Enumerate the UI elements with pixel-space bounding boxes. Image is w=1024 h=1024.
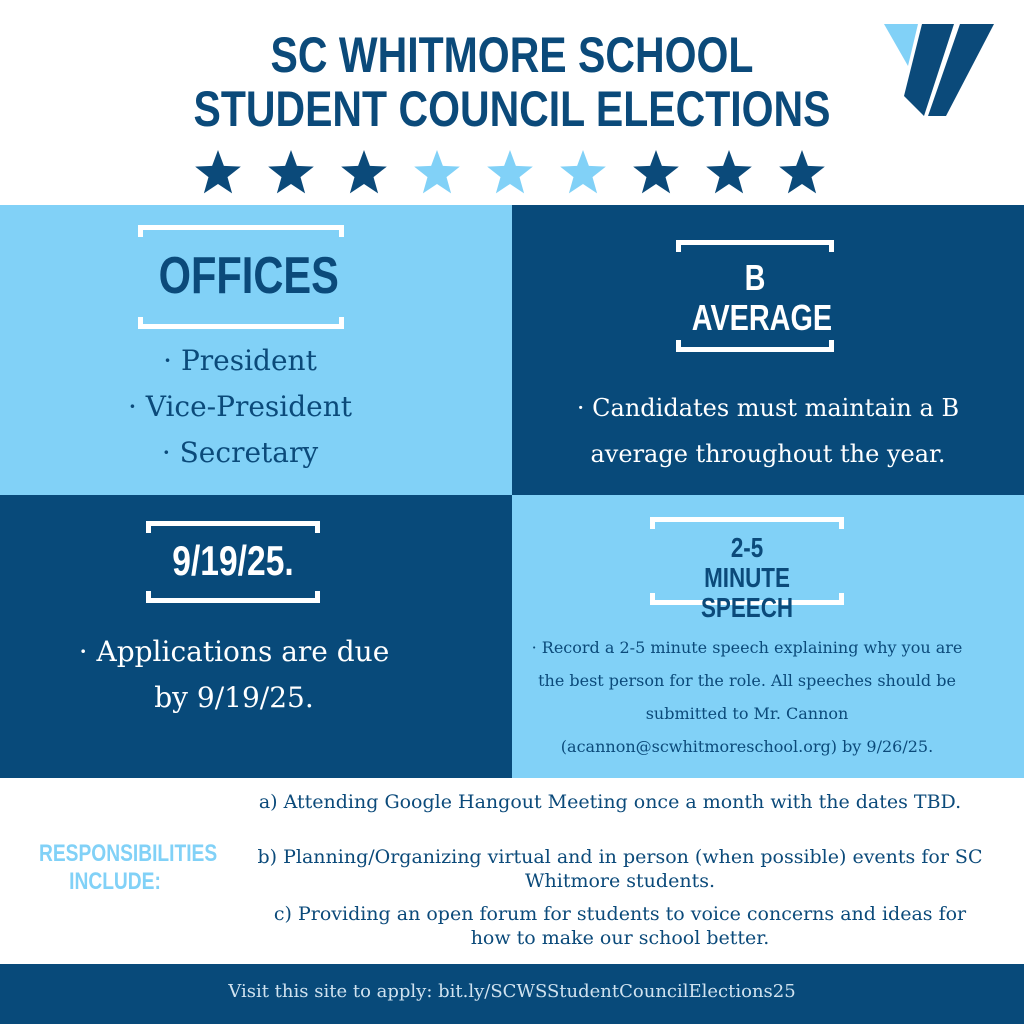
- speech-text-line-1: · Record a 2-5 minute speech explaining why you are: [531, 638, 963, 657]
- deadline-text-line-2: by 9/19/25.: [154, 681, 314, 714]
- responsibilities-label: [39, 840, 218, 896]
- star-icon: [560, 150, 606, 193]
- average-text-line-1: · Candidates must maintain a B: [576, 394, 960, 422]
- offices-list: [0, 338, 480, 476]
- speech-text-line-4: (acannon@scwhitmoreschool.org) by 9/26/25.: [560, 737, 934, 756]
- average-heading-line-2: AVERAGE: [691, 297, 833, 338]
- title-line-2: STUDENT COUNCIL ELECTIONS: [193, 81, 831, 137]
- offices-heading: OFFICES: [158, 247, 339, 305]
- deadline-heading-frame: [146, 521, 320, 603]
- list-item: · Vice-President: [127, 390, 353, 423]
- list-item: · Secretary: [161, 436, 319, 469]
- speech-heading-line-2: MINUTE SPEECH: [700, 562, 794, 623]
- list-item: a) Attending Google Hangout Meeting once a month with the dates TBD.: [258, 791, 962, 813]
- star-row: [192, 148, 842, 198]
- speech-heading-line-1: 2-5: [730, 532, 764, 563]
- offices-heading-frame: [138, 225, 344, 329]
- star-icon: [414, 150, 460, 193]
- average-heading: [691, 257, 833, 338]
- speech-text-line-2: the best person for the role. All speeches should be: [538, 671, 956, 690]
- average-panel: [512, 205, 1024, 495]
- deadline-heading: 9/19/25.: [172, 537, 294, 584]
- list-item: c) Providing an open forum for students to voice concerns and ideas for how to make our school better.: [273, 903, 967, 949]
- speech-text: [512, 631, 982, 763]
- star-icon: [633, 150, 679, 193]
- average-heading-frame: [676, 240, 834, 352]
- apply-link-text[interactable]: Visit this site to apply: bit.ly/SCWSStudentCouncilElections25: [228, 981, 796, 1002]
- speech-heading: [669, 533, 824, 623]
- responsibilities-label-line-2: INCLUDE:: [69, 868, 161, 895]
- deadline-panel: [0, 495, 512, 778]
- offices-panel: [0, 205, 512, 495]
- deadline-text-line-1: · Applications are due: [78, 635, 390, 668]
- star-icon: [341, 150, 387, 193]
- deadline-text: [0, 629, 468, 721]
- average-heading-line-1: B: [744, 257, 766, 298]
- whitmore-w-logo-icon: [884, 24, 1000, 116]
- average-text-line-2: average throughout the year.: [590, 440, 946, 468]
- responsibilities-label-line-1: RESPONSIBILITIES: [39, 840, 218, 867]
- star-icon: [487, 150, 533, 193]
- list-item: · President: [163, 344, 317, 377]
- responsibilities-section: [0, 778, 1024, 964]
- speech-panel: [512, 495, 1024, 778]
- speech-text-line-3: submitted to Mr. Cannon: [645, 704, 849, 723]
- star-icon: [195, 150, 241, 193]
- average-text: [512, 385, 1024, 477]
- list-item: b) Planning/Organizing virtual and in person (when possible) events for SC Whitmore students.: [257, 846, 983, 892]
- star-icon: [779, 150, 825, 193]
- star-icon: [268, 150, 314, 193]
- star-icon: [706, 150, 752, 193]
- speech-heading-frame: [650, 517, 844, 623]
- title-line-1: SC WHITMORE SCHOOL: [270, 27, 754, 83]
- header: [0, 0, 1024, 205]
- footer: [0, 964, 1024, 1024]
- page-title: [92, 28, 932, 136]
